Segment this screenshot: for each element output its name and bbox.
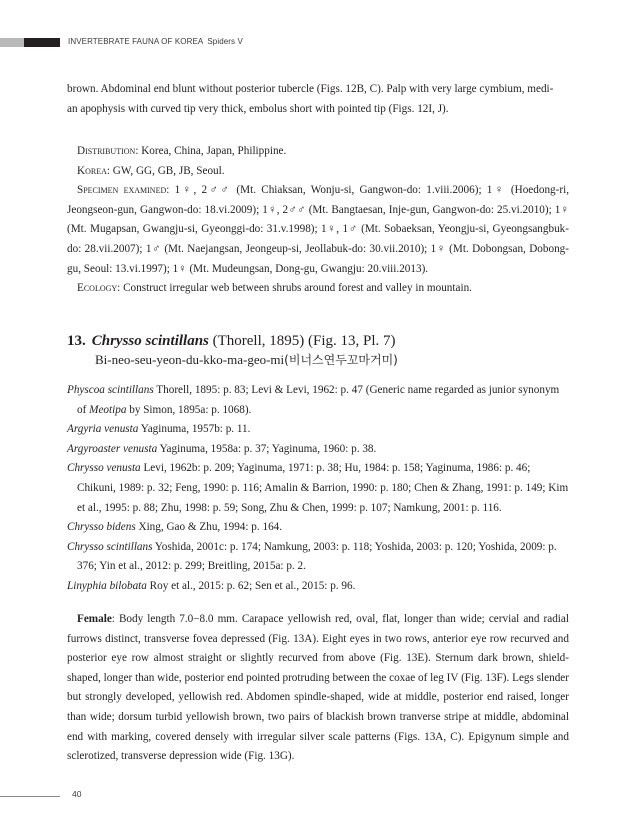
synonym-entry (67, 518, 569, 538)
korean-name: (비너스연두꼬마거미) (284, 353, 398, 367)
synonym-genus: Meotipa (89, 403, 127, 416)
running-title: INVERTEBRATE FAUNA OF KOREA (68, 37, 204, 46)
species-number: 13. (67, 333, 86, 349)
synonym-refs: Xing, Gao & Zhu, 1994: p. 164. (135, 521, 283, 534)
synonym-entry (67, 381, 569, 420)
synonym-entry (67, 459, 569, 518)
intro-paragraph (67, 80, 569, 119)
synonym-name: Argyroaster venusta (67, 442, 158, 455)
female-text: : Body length 7.0−8.0 mm. Carapace yellowish red, oval, flat, longer than wide; cervial and radial furrows distinct, transverse fovea depressed (Fig. 13A). Eight eyes in two rows, anterior eye row recurved and posterior eye row almost straight or slightly recurved from above (Fig. 13E). Sternum dark brown, shield-shaped, longer than wide, posterior end pointed protruding between the coxae of leg IV (Fig. 13F). Legs slender but strongly developed, yellowish red. Abdomen spindle-shaped, wide at middle, posterior end raised, longer than wide; dorsum turbid yellowish brown, two pairs of blackish brown tranverse stripe at middle, abdominal end with marking, covered densely with irregular silver scale patterns (Figs. 13A, C). Epigynum simple and sclerotized, transverse depression wide (Fig. 13G). (67, 613, 569, 763)
species-12-details (67, 142, 569, 299)
female-label: Female (77, 613, 112, 625)
ecology-paragraph (67, 279, 569, 299)
synonym-entry (67, 420, 569, 440)
synonym-name: Chrysso bidens (67, 521, 136, 534)
header-bar-light (0, 38, 24, 47)
korea-paragraph (67, 162, 569, 182)
synonym-refs: Yaginuma, 1958a: p. 37; Yaginuma, 1960: p. 38. (157, 442, 377, 455)
korea-text: : GW, GG, GB, JB, Seoul. (106, 164, 225, 177)
synonym-refs: Thorell, 1895: p. 83; Levi & Levi, 1962: p. 47 (Generic name regarded as junior synonym of (77, 384, 560, 416)
synonym-name: Chrysso venusta (67, 462, 141, 475)
synonym-refs: Yaginuma, 1957b: p. 11. (138, 423, 251, 436)
intro-line-2: an apophysis with curved tip very thick, embolus short with pointed tip (Figs. 12I, J). (67, 102, 449, 115)
female-paragraph (67, 610, 569, 767)
intro-line-1: brown. Abdominal end blunt without posterior tubercle (Figs. 12B, C). Palp with very large cymbium, medi- (67, 83, 554, 95)
species-authority: (Thorell, 1895) (Fig. 13, Pl. 7) (208, 333, 396, 349)
synonym-refs: Roy et al., 2015: p. 62; Sen et al., 2015: p. 96. (146, 579, 356, 592)
synonym-entry (67, 440, 569, 460)
synonym-entry (67, 538, 569, 577)
distribution-text: : Korea, China, Japan, Philippine. (135, 145, 287, 157)
synonym-entry (67, 577, 569, 597)
running-header (68, 37, 243, 46)
specimens-paragraph (67, 181, 569, 279)
header-bar-dark (24, 38, 60, 47)
synonym-refs-cont: by Simon, 1895a: p. 1068). (126, 403, 252, 416)
species-heading (67, 331, 396, 351)
synonym-refs: Yoshida, 2001c: p. 174; Namkung, 2003: p. 118; Yoshida, 2003: p. 120; Yoshida, 2009: p. 376; Yin et al., 2012: p. 299; Breitling, 2015a: p. 2. (77, 540, 557, 573)
synonym-name: Argyria venusta (67, 423, 139, 436)
footer-rule (0, 796, 60, 797)
specimens-label: Specimen examined (77, 184, 167, 197)
synonym-refs: Levi, 1962b: p. 209; Yaginuma, 1971: p. 38; Hu, 1984: p. 158; Yaginuma, 1986: p. 46; Chikuni, 1989: p. 32; Feng, 1990: p. 116; Amalin & Barrion, 1990: p. 180; Chen & Zhang, 1991: p. 149; Kim et al., 1995: p. 88; Zhu, 1998: p. 59; Song, Zhu & Chen, 1999: p. 107; Namkung, 2001: p. 116. (77, 462, 569, 514)
korean-name-line (95, 351, 398, 369)
synonym-name: Physcoa scintillans (67, 384, 154, 396)
page-number: 40 (72, 789, 82, 799)
distribution-label: Distribution (77, 145, 136, 157)
distribution-paragraph (67, 142, 569, 162)
female-description (67, 610, 569, 767)
species-name: Chrysso scintillans (91, 333, 209, 349)
specimens-text: : 1♀, 2♂♂ (Mt. Chiaksan, Wonju-si, Gangwon-do: 1.viii.2006); 1♀ (Hoedong-ri, Jeongseon-gun, Gangwon-do: 18.vi.2009); 1♀, 2♂♂ (Mt. Bangtaesan, Inje-gun, Gangwon-do: 25.vi.2010); 1♀ (Mt. Mugapsan, Gwangju-si, Gyeonggi-do: 31.v.1998); 1♀, 1♂ (Mt. Sobaeksan, Yeongju-si, Gyeongsangbuk-do: 28.vii.2007); 1♂ (Mt. Naejangsan, Jeongeup-si, Jeollabuk-do: 30.vii.2010); 1♀ (Mt. Dobongsan, Dobong-gu, Seoul: 13.vi.1997); 1♀ (Mt. Mudeungsan, Dong-gu, Gwangju: 20.viii.2013). (67, 184, 569, 275)
ecology-label: Ecology (77, 282, 118, 295)
synonymy-list (67, 381, 569, 597)
synonym-name: Linyphia bilobata (67, 579, 147, 592)
korea-label: Korea (77, 164, 107, 177)
synonym-name: Chrysso scintillans (67, 540, 153, 553)
ecology-text: : Construct irregular web between shrubs around forest and valley in mountain. (117, 282, 472, 295)
volume-title: Spiders V (207, 37, 243, 46)
romanized-name: Bi-neo-seu-yeon-du-kko-ma-geo-mi (95, 352, 285, 367)
